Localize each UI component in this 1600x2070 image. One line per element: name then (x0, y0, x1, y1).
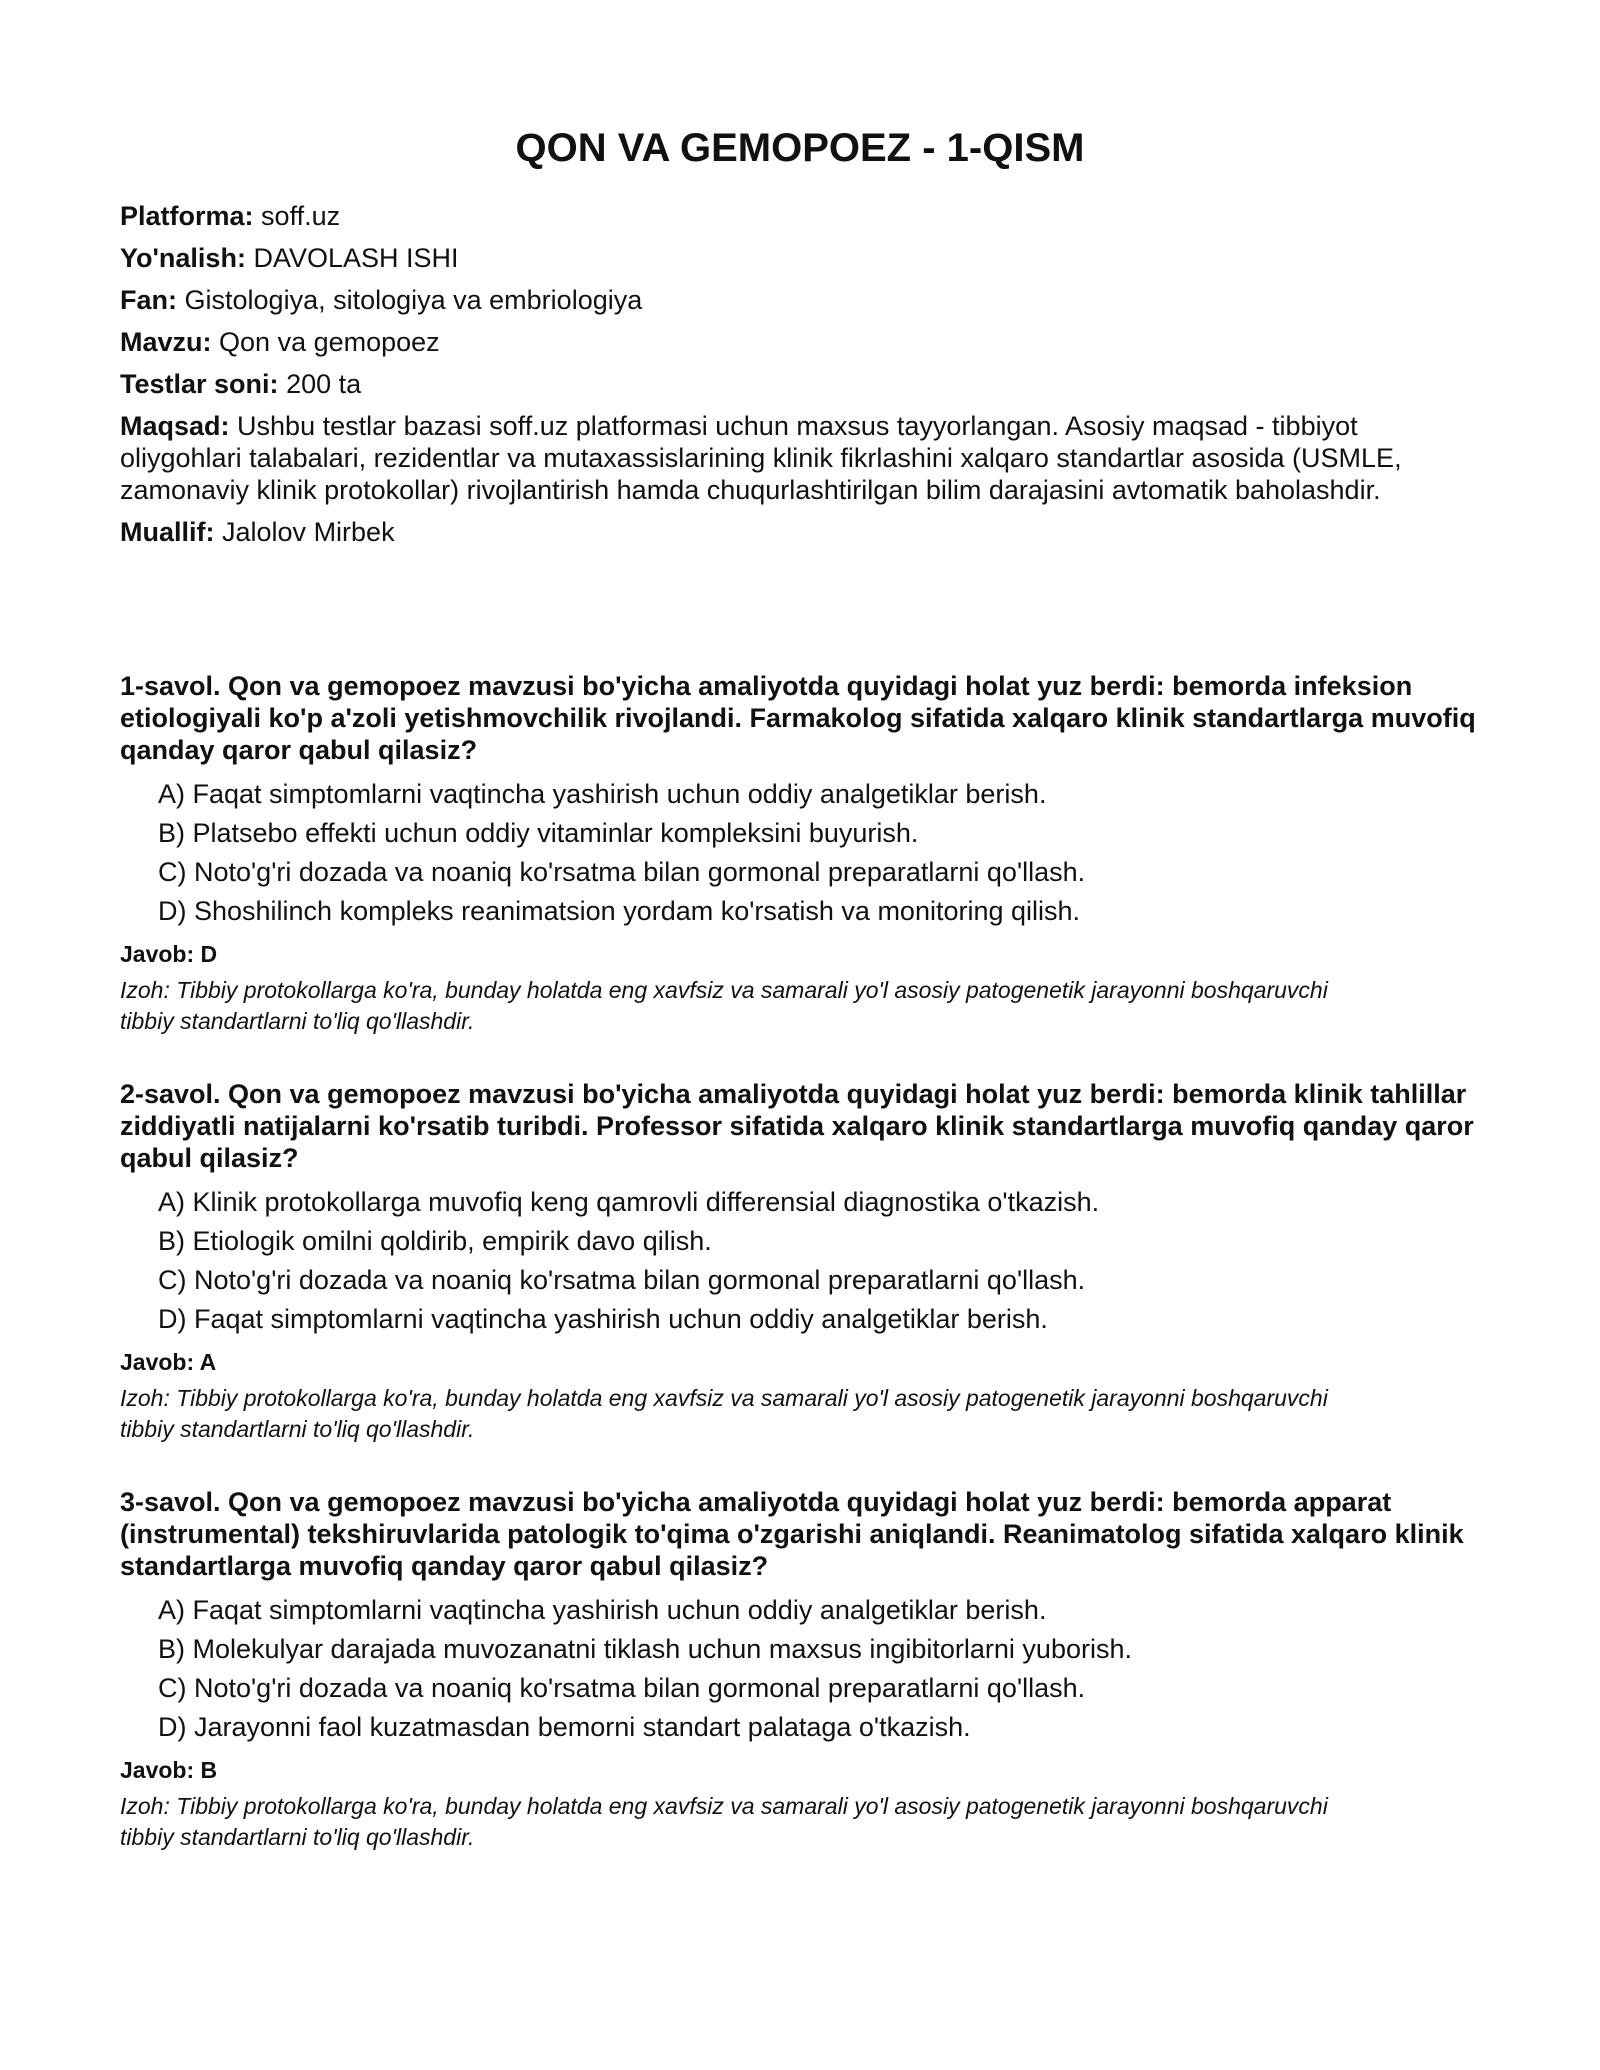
option-a: A) Klinik protokollarga muvofiq keng qamrovli differensial diagnostika o'tkazish. (158, 1187, 1100, 1217)
option-d: D) Jarayonni faol kuzatmasdan bemorni standart palataga o'tkazish. (158, 1712, 971, 1742)
answer-key: Javob: A (120, 1349, 217, 1375)
answer-options (120, 778, 1480, 927)
explanation: Izoh: Tibbiy protokollarga ko'ra, bunday holatda eng xavfsiz va samarali yo'l asosiy patogenetik jarayonni boshqaruvchi tibbiy standartlarni to'liq qo'llashdir. (120, 1793, 1328, 1850)
meta-platforma (120, 200, 1480, 232)
meta-label: Platforma: (120, 201, 254, 231)
document-title: QON VA GEMOPOEZ - 1-QISM (515, 126, 1085, 170)
meta-label: Yo'nalish: (120, 243, 246, 273)
document-metadata (120, 200, 1480, 558)
answer-options (120, 1594, 1480, 1743)
answer-options (120, 1186, 1480, 1335)
option-b: B) Molekulyar darajada muvozanatni tiklash uchun maxsus ingibitorlarni yuborish. (158, 1634, 1132, 1664)
meta-value: Gistologiya, sitologiya va embriologiya (184, 285, 643, 315)
meta-yonalish (120, 242, 1480, 274)
option-a: A) Faqat simptomlarni vaqtincha yashirish uchun oddiy analgetiklar berish. (158, 779, 1047, 809)
meta-label: Mavzu: (120, 327, 212, 357)
explanation: Izoh: Tibbiy protokollarga ko'ra, bunday holatda eng xavfsiz va samarali yo'l asosiy patogenetik jarayonni boshqaruvchi tibbiy standartlarni to'liq qo'llashdir. (120, 1385, 1328, 1442)
meta-testlar-soni (120, 368, 1480, 400)
option-b: B) Etiologik omilni qoldirib, empirik davo qilish. (158, 1226, 712, 1256)
meta-mavzu (120, 326, 1480, 358)
option-d: D) Faqat simptomlarni vaqtincha yashirish uchun oddiy analgetiklar berish. (158, 1304, 1048, 1334)
question-1 (120, 670, 1480, 1037)
answer-key: Javob: D (120, 941, 218, 967)
option-c: C) Noto'g'ri dozada va noaniq ko'rsatma bilan gormonal preparatlarni qo'llash. (158, 1673, 1086, 1703)
option-b: B) Platsebo effekti uchun oddiy vitaminlar kompleksini buyurish. (158, 818, 919, 848)
option-d: D) Shoshilinch kompleks reanimatsion yordam ko'rsatish va monitoring qilish. (158, 896, 1081, 926)
meta-label: Fan: (120, 285, 177, 315)
option-c: C) Noto'g'ri dozada va noaniq ko'rsatma bilan gormonal preparatlarni qo'llash. (158, 857, 1086, 887)
question-2 (120, 1078, 1480, 1445)
meta-label: Maqsad: (120, 411, 230, 441)
meta-value: DAVOLASH ISHI (253, 243, 459, 273)
meta-value: Ushbu testlar bazasi soff.uz platformasi uchun maxsus tayyorlangan. Asosiy maqsad - tibbiyot oliygohlari talabalari, rezidentlar va mutaxassislarining klinik fikrlashini xalqaro standartlar asosida (USMLE, zamonaviy klinik protokollar) rivojlantirish hamda chuqurlashtirilgan bilim darajasini avtomatik baholashdir. (120, 411, 1402, 505)
meta-label: Muallif: (120, 517, 215, 547)
meta-value: 200 ta (286, 369, 362, 399)
question-text: 3-savol. Qon va gemopoez mavzusi bo'yicha amaliyotda quyidagi holat yuz berdi: bemorda apparat (instrumental) tekshiruvlarida patologik to'qima o'zgarishi aniqlandi. Reanimatolog sifatida xalqaro klinik standartlarga muvofiq qanday qaror qabul qilasiz? (120, 1487, 1464, 1581)
question-text: 2-savol. Qon va gemopoez mavzusi bo'yicha amaliyotda quyidagi holat yuz berdi: bemorda klinik tahlillar ziddiyatli natijalarni ko'rsatib turibdi. Professor sifatida xalqaro klinik standartlarga muvofiq qanday qaror qabul qilasiz? (120, 1079, 1474, 1173)
meta-maqsad (120, 410, 1480, 506)
answer-key: Javob: B (120, 1757, 218, 1783)
option-c: C) Noto'g'ri dozada va noaniq ko'rsatma bilan gormonal preparatlarni qo'llash. (158, 1265, 1086, 1295)
explanation: Izoh: Tibbiy protokollarga ko'ra, bunday holatda eng xavfsiz va samarali yo'l asosiy patogenetik jarayonni boshqaruvchi tibbiy standartlarni to'liq qo'llashdir. (120, 977, 1328, 1034)
meta-value: Jalolov Mirbek (222, 517, 395, 547)
meta-value: soff.uz (261, 201, 341, 231)
question-3 (120, 1486, 1480, 1853)
meta-label: Testlar soni: (120, 369, 279, 399)
meta-muallif (120, 516, 1480, 548)
option-a: A) Faqat simptomlarni vaqtincha yashirish uchun oddiy analgetiklar berish. (158, 1595, 1047, 1625)
meta-value: Qon va gemopoez (219, 327, 440, 357)
question-text: 1-savol. Qon va gemopoez mavzusi bo'yicha amaliyotda quyidagi holat yuz berdi: bemorda infeksion etiologiyali ko'p a'zoli yetishmovchilik rivojlandi. Farmakolog sifatida xalqaro klinik standartlarga muvofiq qanday qaror qabul qilasiz? (120, 671, 1476, 765)
meta-fan (120, 284, 1480, 316)
